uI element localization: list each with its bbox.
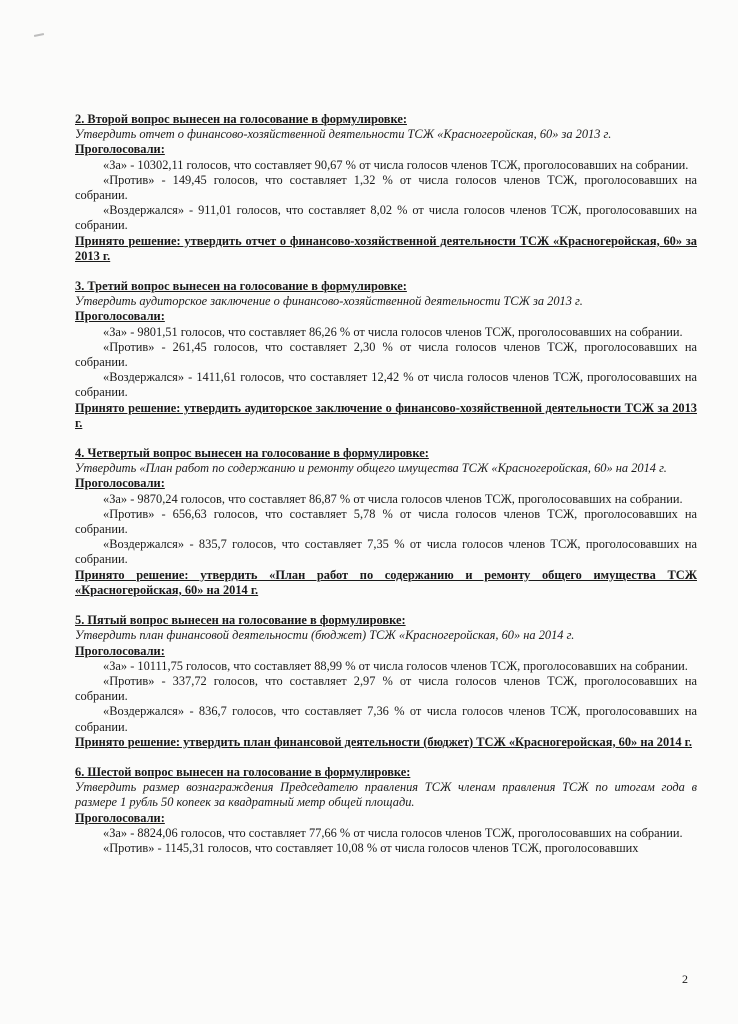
vote-against: «Против» - 149,45 голосов, что составляет 1,32 % от числа голосов членов ТСЖ, проголосовавших на собрании. — [75, 172, 697, 203]
vote-against: «Против» - 261,45 голосов, что составляет 2,30 % от числа голосов членов ТСЖ, проголосовавших на собрании. — [75, 339, 697, 370]
vote-abstain: «Воздержался» - 911,01 голосов, что составляет 8,02 % от числа голосов членов ТСЖ, проголосовавших на собрании. — [75, 203, 697, 233]
question-section-3 — [75, 279, 697, 431]
voted-label: Проголосовали: — [75, 476, 165, 491]
question-title: 5. Пятый вопрос вынесен на голосование в формулировке: — [75, 613, 406, 628]
vote-for: «За» - 8824,06 голосов, что составляет 77,66 % от числа голосов членов ТСЖ, проголосовавших на собрании. — [103, 825, 683, 840]
question-text: Утвердить отчет о финансово-хозяйственной деятельности ТСЖ «Красногеройская, 60» за 2013 г. — [75, 127, 612, 142]
question-title: 6. Шестой вопрос вынесен на голосование в формулировке: — [75, 764, 411, 779]
decision: Принято решение: утвердить «План работ по содержанию и ремонту общего имущества ТСЖ «Красногеройская, 60» на 2014 г. — [75, 567, 697, 597]
vote-abstain: «Воздержался» - 836,7 голосов, что составляет 7,36 % от числа голосов членов ТСЖ, проголосовавших на собрании. — [75, 704, 697, 734]
question-text: Утвердить план финансовой деятельности (бюджет) ТСЖ «Красногеройская, 60» на 2014 г. — [75, 628, 575, 643]
vote-against: «Против» - 656,63 голосов, что составляет 5,78 % от числа голосов членов ТСЖ, проголосовавших на собрании. — [75, 506, 697, 537]
question-title: 2. Второй вопрос вынесен на голосование в формулировке: — [75, 112, 407, 126]
vote-for: «За» - 9801,51 голосов, что составляет 86,26 % от числа голосов членов ТСЖ, проголосовавших на собрании. — [103, 324, 683, 339]
vote-against: «Против» - 337,72 голосов, что составляет 2,97 % от числа голосов членов ТСЖ, проголосовавших на собрании. — [75, 673, 697, 704]
question-section-4 — [75, 446, 697, 598]
vote-for: «За» - 10111,75 голосов, что составляет 88,99 % от числа голосов членов ТСЖ, проголосовавших на собрании. — [103, 658, 688, 673]
vote-against: «Против» - 1145,31 голосов, что составляет 10,08 % от числа голосов членов ТСЖ, проголосовавших — [103, 840, 639, 855]
decision: Принято решение: утвердить план финансовой деятельности (бюджет) ТСЖ «Красногеройская, 60» на 2014 г. — [75, 734, 692, 749]
voted-label: Проголосовали: — [75, 810, 165, 825]
question-section-6 — [75, 765, 697, 856]
question-text: Утвердить аудиторское заключение о финансово-хозяйственной деятельности ТСЖ за 2013 г. — [75, 294, 583, 309]
question-text: Утвердить «План работ по содержанию и ремонту общего имущества ТСЖ «Красногеройская, 60» на 2014 г. — [75, 461, 667, 476]
question-section-5 — [75, 613, 697, 750]
vote-for: «За» - 10302,11 голосов, что составляет 90,67 % от числа голосов членов ТСЖ, проголосовавших на собрании. — [103, 157, 689, 172]
vote-for: «За» - 9870,24 голосов, что составляет 86,87 % от числа голосов членов ТСЖ, проголосовавших на собрании. — [103, 491, 683, 506]
question-section-2 — [75, 112, 697, 264]
decision: Принято решение: утвердить аудиторское заключение о финансово-хозяйственной деятельности ТСЖ за 2013 г. — [75, 400, 697, 430]
question-title: 3. Третий вопрос вынесен на голосование в формулировке: — [75, 279, 407, 294]
voted-label: Проголосовали: — [75, 309, 165, 324]
page-number: 2 — [682, 972, 688, 986]
vote-abstain: «Воздержался» - 835,7 голосов, что составляет 7,35 % от числа голосов членов ТСЖ, проголосовавших на собрании. — [75, 537, 697, 567]
question-text: Утвердить размер вознаграждения Председателю правления ТСЖ членам правления ТСЖ по итогам года в размере 1 рубль 50 копеек за квадратный метр общей площади. — [75, 780, 697, 810]
decision: Принято решение: утвердить отчет о финансово-хозяйственной деятельности ТСЖ «Красногеройская, 60» за 2013 г. — [75, 233, 697, 263]
voted-label: Проголосовали: — [75, 643, 165, 658]
vote-abstain: «Воздержался» - 1411,61 голосов, что составляет 12,42 % от числа голосов членов ТСЖ, проголосовавших на собрании. — [75, 370, 697, 400]
scan-mark — [34, 33, 44, 37]
question-title: 4. Четвертый вопрос вынесен на голосование в формулировке: — [75, 446, 429, 461]
voted-label: Проголосовали: — [75, 142, 165, 157]
document-page — [75, 112, 697, 871]
